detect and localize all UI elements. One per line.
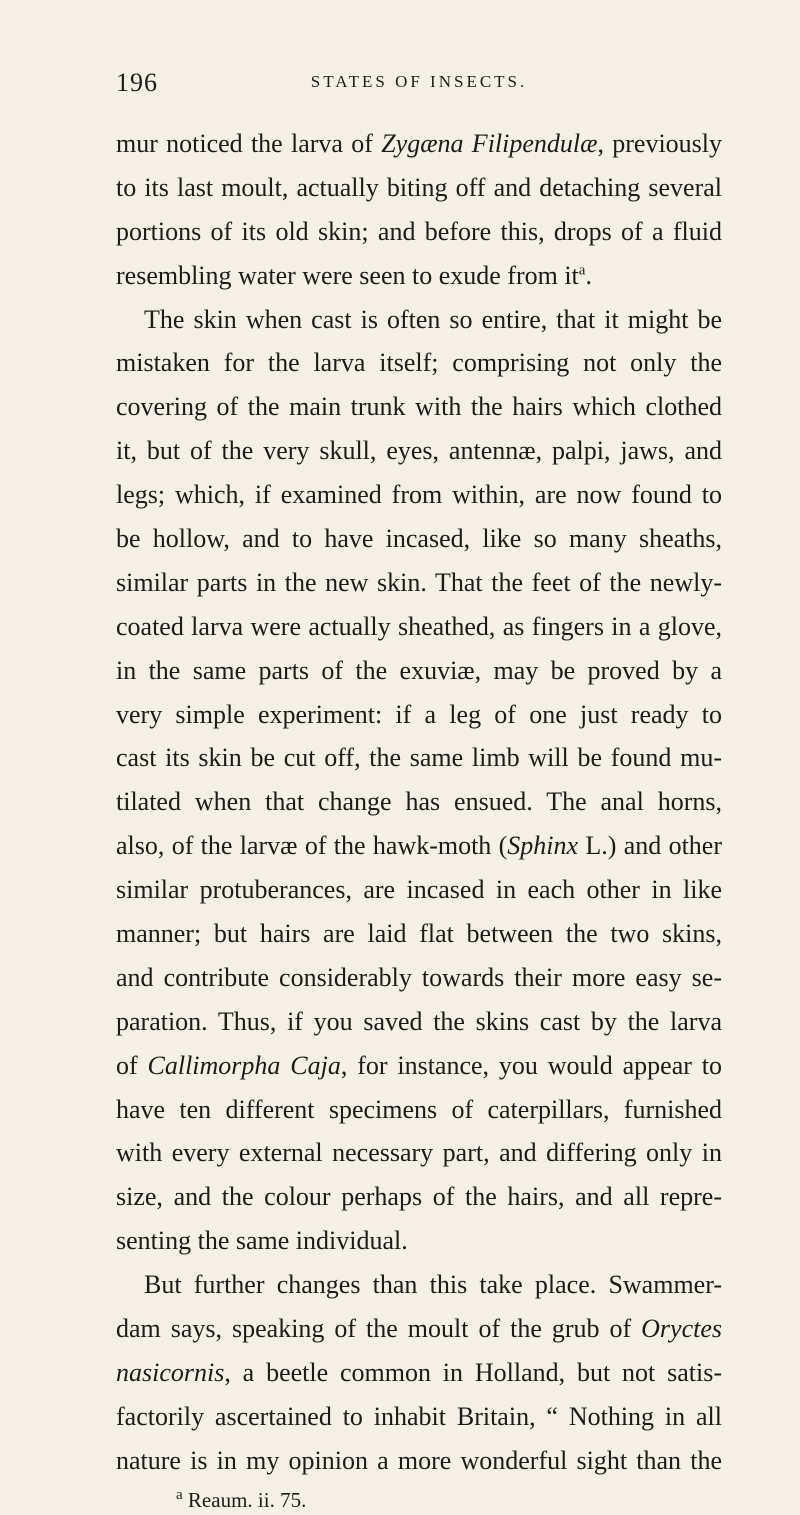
text-line <box>116 298 722 342</box>
italic-term: nasicornis <box>116 1357 225 1387</box>
italic-term: Callimorpha Caja <box>147 1050 341 1080</box>
page-number: 196 <box>116 68 158 97</box>
text-run: dam says, speaking of the moult of the grub of <box>116 1314 642 1344</box>
text-line <box>116 736 722 780</box>
running-title: STATES OF INSECTS. <box>310 72 528 91</box>
footnote-marker: a <box>176 1486 183 1503</box>
text-run: . <box>585 260 592 290</box>
footnote <box>116 1485 722 1515</box>
text-line <box>116 429 722 473</box>
text-line <box>116 1263 722 1307</box>
text-line <box>116 1175 722 1219</box>
text-line <box>116 166 722 210</box>
text-run: factorily ascertained to inhabit Britain, “ Nothing in all <box>116 1401 722 1431</box>
text-line <box>116 561 722 605</box>
text-run: similar protuberances, are incased in each other in like <box>116 875 722 905</box>
text-run: and contribute considerably towards their more easy se- <box>116 962 722 992</box>
text-run: to its last moult, actually biting off and detaching several <box>116 172 722 202</box>
text-line <box>116 1131 722 1175</box>
text-run: coated larva were actually sheathed, as fingers in a glove, <box>116 611 722 641</box>
text-run: portions of its old skin; and before this, drops of a fluid <box>116 216 722 246</box>
text-run: resembling water were seen to exude from it <box>116 260 579 290</box>
text-line <box>116 649 722 693</box>
italic-term: Oryctes <box>641 1314 722 1344</box>
text-run: of <box>116 1050 148 1080</box>
text-line <box>116 1044 722 1088</box>
text-run: , for instance, you would appear to <box>340 1050 722 1080</box>
text-line <box>116 254 722 298</box>
footnote-reference: a <box>578 262 586 279</box>
body-text <box>116 122 722 1483</box>
text-run: mur noticed the larva of <box>116 129 382 158</box>
text-line <box>116 1439 722 1483</box>
text-run: nature is in my opinion a more wonderful sight than the <box>116 1445 722 1475</box>
text-line <box>116 912 722 956</box>
text-run: covering of the main trunk with the hairs which clothed <box>116 392 722 422</box>
text-line <box>116 122 722 166</box>
text-line <box>116 1088 722 1132</box>
text-line <box>116 1000 722 1044</box>
text-line <box>116 341 722 385</box>
text-line <box>116 693 722 737</box>
text-run: L.) and other <box>578 831 722 861</box>
text-run: be hollow, and to have incased, like so many sheaths, <box>116 524 722 554</box>
text-run: , a beetle common in Holland, but not satis- <box>224 1357 722 1387</box>
italic-term: Sphinx <box>507 831 579 861</box>
text-line <box>116 956 722 1000</box>
text-line <box>116 385 722 429</box>
text-run: with every external necessary part, and differing only in <box>116 1138 722 1168</box>
text-line <box>116 517 722 561</box>
text-run: But further changes than this take place. Swammer- <box>144 1270 722 1300</box>
text-run: manner; but hairs are laid flat between the two skins, <box>116 919 722 949</box>
text-line <box>116 473 722 517</box>
text-line <box>116 210 722 254</box>
text-run: similar parts in the new skin. That the feet of the newly- <box>116 567 722 597</box>
text-line <box>116 1351 722 1395</box>
text-run: very simple experiment: if a leg of one just ready to <box>116 699 722 729</box>
text-run: mistaken for the larva itself; comprising not only the <box>116 348 722 378</box>
text-line <box>116 868 722 912</box>
text-line <box>116 605 722 649</box>
text-run: paration. Thus, if you saved the skins cast by the larva <box>116 1006 722 1036</box>
text-line <box>116 780 722 824</box>
text-run: have ten different specimens of caterpillars, furnished <box>116 1094 722 1124</box>
text-line <box>116 824 722 868</box>
text-run: tilated when that change has ensued. The anal horns, <box>116 787 722 817</box>
text-line <box>116 1395 722 1439</box>
italic-term: Zygæna Filipendulæ <box>381 129 598 158</box>
text-run: senting the same individual. <box>116 1226 408 1256</box>
text-run: it, but of the very skull, eyes, antennæ, palpi, jaws, and <box>116 436 722 466</box>
text-line <box>116 1307 722 1351</box>
footnote-text: Reaum. ii. 75. <box>187 1487 307 1512</box>
text-run: , previously <box>597 129 723 158</box>
text-run: in the same parts of the exuviæ, may be proved by a <box>116 655 722 685</box>
text-run: The skin when cast is often so entire, that it might be <box>144 304 722 334</box>
text-run: cast its skin be cut off, the same limb will be found mu- <box>116 743 722 773</box>
running-head <box>116 68 722 108</box>
text-line <box>116 1219 722 1263</box>
text-run: also, of the larvæ of the hawk-moth ( <box>116 831 508 861</box>
text-run: legs; which, if examined from within, are now found to <box>116 480 722 510</box>
text-run: size, and the colour perhaps of the hairs, and all repre- <box>116 1182 722 1212</box>
